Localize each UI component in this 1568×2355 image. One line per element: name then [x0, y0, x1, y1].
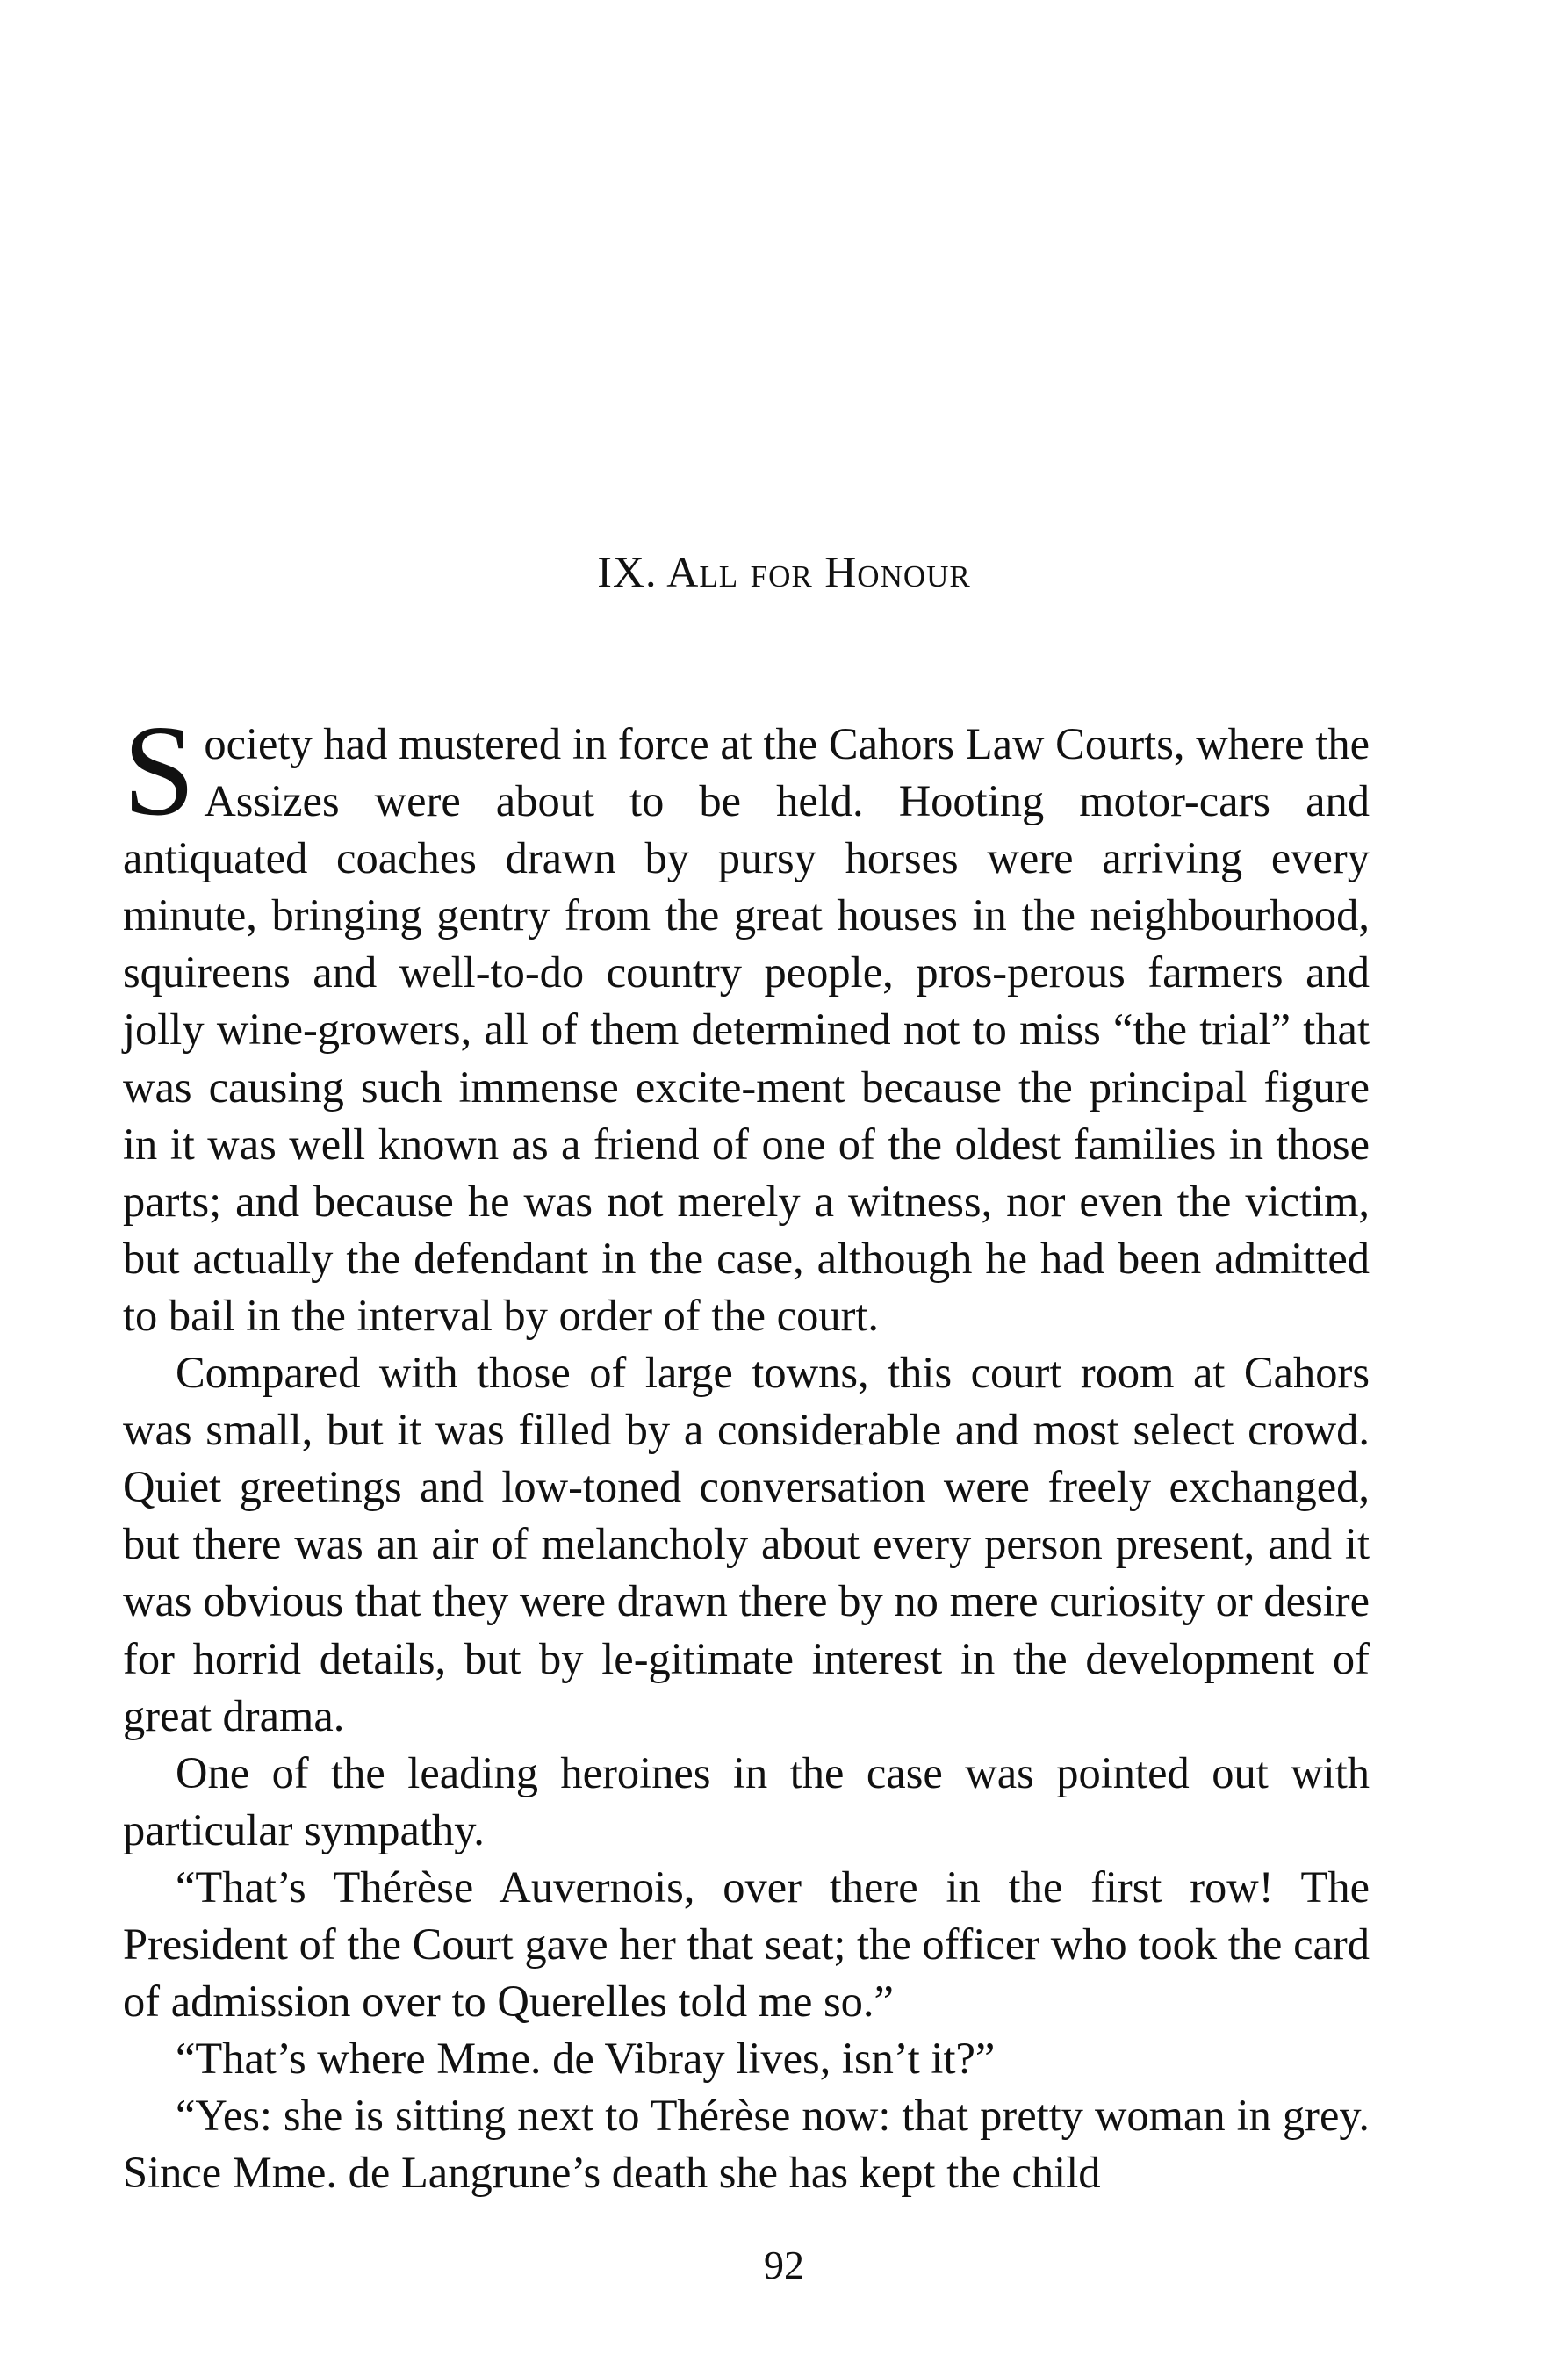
body-text — [123, 699, 1370, 2201]
paragraph-6: “Yes: she is sitting next to Thérèse now: that pretty woman in grey. Since Mme. de Langrune’s death she has kept the child — [123, 2091, 1370, 2198]
drop-cap: S — [123, 699, 196, 843]
paragraph-2: Compared with those of large towns, this court room at Cahors was small, but it was filled by a considerable and most select crowd. Quiet greetings and low-toned conversation were freely exchanged, but there was an air of melancholy about every person present, and it was obvious that they were drawn there by no mere curiosity or desire for horrid details, but by le-gitimate interest in the development of great drama. — [123, 1348, 1370, 1740]
paragraph-5: “That’s where Mme. de Vibray lives, isn’t it?” — [176, 2034, 996, 2084]
chapter-title: IX. All for Honour — [597, 547, 971, 596]
page-number: 92 — [764, 2243, 804, 2287]
paragraph-4: “That’s Thérèse Auvernois, over there in the first row! The President of the Court gave her that seat; the officer who took the card of admission over to Querelles told me so.” — [123, 1862, 1370, 2027]
paragraph-1-text: ociety had mustered in force at the Cahors Law Courts, where the Assizes were about to be held. Hooting motor-cars and antiquated coaches drawn by pursy horses were arriving every minute, bringing gentry from the great houses in the neighbourhood, squireens and well-to-do country people, pros-perous farmers and jolly wine-growers, all of them determined not to miss “the trial” that was causing such immense excite-ment because the principal figure in it was well known as a friend of one of the oldest families in those parts; and because he was not merely a witness, nor even the victim, but actually the defendant in the case, although he had been admitted to bail in the interval by order of the court. — [123, 719, 1370, 1340]
paragraph-1 — [123, 699, 1370, 1344]
paragraph-3: One of the leading heroines in the case was pointed out with particular sympathy. — [123, 1747, 1370, 1854]
